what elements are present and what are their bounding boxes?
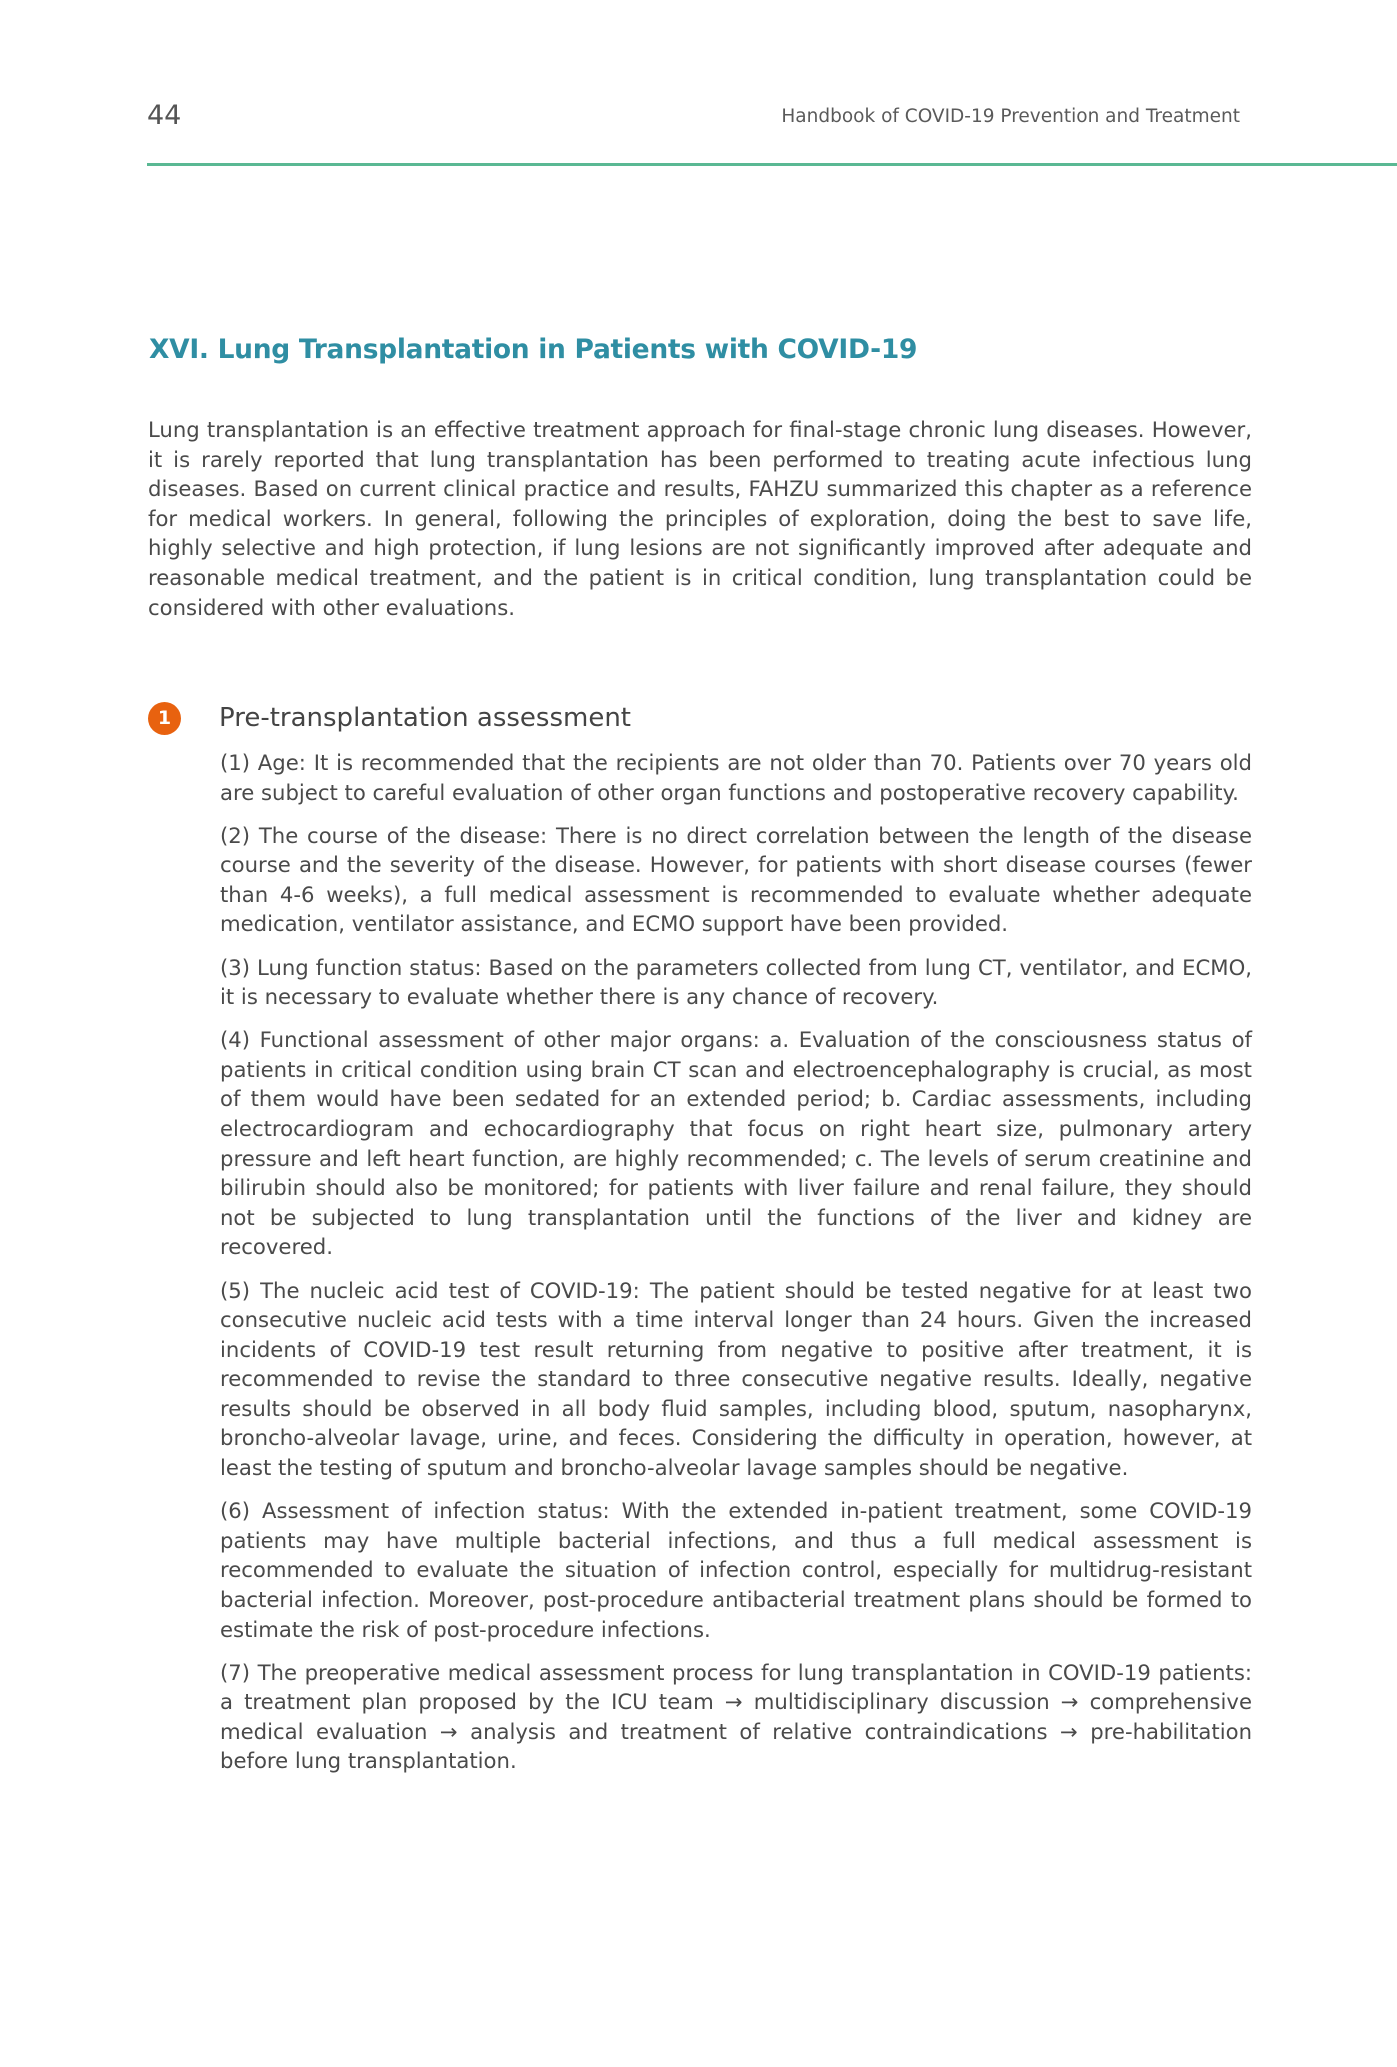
chapter-title: XVI. Lung Transplantation in Patients with COVID-19	[149, 334, 918, 365]
intro-paragraph: Lung transplantation is an effective treatment approach for final-stage chronic lung diseases. However, it is rarely reported that lung transplantation has been performed to treating acute infectious lung diseases. Based on current clinical practice and results, FAHZU summarized this chapter as a reference for medical workers. In general, following the principles of exploration, doing the best to save life, highly selective and high protection, if lung lesions are not significantly improved after adequate and reasonable medical treatment, and the patient is in critical condition, lung transplantation could be considered with other evaluations.	[148, 417, 1252, 620]
assessment-item-disease-course: (2) The course of the disease: There is no direct correlation between the length of the disease course and the severity of the disease. However, for patients with short disease courses (fewer than 4-6 weeks), a full medical assessment is recommended to evaluate whether adequate medication, ventilator assistance, and ECMO support have been provided.	[220, 822, 1252, 937]
assessment-item-lung-function: (3) Lung function status: Based on the parameters collected from lung CT, ventilator, and ECMO, it is necessary to evaluate whether there is any chance of recovery.	[220, 954, 1252, 1010]
assessment-item-age: (1) Age: It is recommended that the recipients are not older than 70. Patients over 70 years old are subject to careful evaluation of other organ functions and postoperative recovery capability.	[220, 750, 1252, 805]
assessment-item-other-organs: (4) Functional assessment of other major organs: a. Evaluation of the consciousness status of patients in critical condition using brain CT scan and electroencephalography is crucial, as most of them would have been sedated for an extended period; b. Cardiac assessments, including electrocardiogram and echocardiography that focus on right heart size, pulmonary artery pressure and left heart function, are highly recommended; c. The levels of serum creatinine and bilirubin should also be monitored; for patients with liver failure and renal failure, they should not be subjected to lung transplantation until the functions of the liver and kidney are recovered.	[220, 1027, 1252, 1260]
assessment-list	[220, 748, 1252, 1790]
assessment-item-nucleic-acid-test: (5) The nucleic acid test of COVID-19: The patient should be tested negative for at least two consecutive nucleic acid tests with a time interval longer than 24 hours. Given the increased incidents of COVID-19 test result returning from negative to positive after treatment, it is recommended to revise the standard to three consecutive negative results. Ideally, negative results should be observed in all body fluid samples, including blood, sputum, nasopharynx, broncho-alveolar lavage, urine, and feces. Considering the difficulty in operation, however, at least the testing of sputum and broncho-alveolar lavage samples should be negative.	[220, 1277, 1252, 1481]
page-number: 44	[147, 100, 182, 131]
assessment-item-preoperative-process: (7) The preoperative medical assessment process for lung transplantation in COVID-19 patients: a treatment plan proposed by the ICU team → multidisciplinary discussion → comprehensive medical evaluation → analysis and treatment of relative contraindications → pre-habilitation before lung transplantation.	[220, 1659, 1252, 1774]
header-divider	[147, 163, 1397, 166]
page-header	[0, 0, 1397, 172]
section-title: Pre-transplantation assessment	[219, 703, 632, 733]
section-number-badge: 1	[148, 702, 181, 735]
assessment-item-infection-status: (6) Assessment of infection status: With the extended in-patient treatment, some COVID-19 patients may have multiple bacterial infections, and thus a full medical assessment is recommended to evaluate the situation of infection control, especially for multidrug-resistant bacterial infection. Moreover, post-procedure antibacterial treatment plans should be formed to estimate the risk of post-procedure infections.	[220, 1498, 1252, 1642]
running-title: Handbook of COVID-19 Prevention and Treatment	[781, 106, 1240, 127]
section-heading	[148, 701, 631, 735]
